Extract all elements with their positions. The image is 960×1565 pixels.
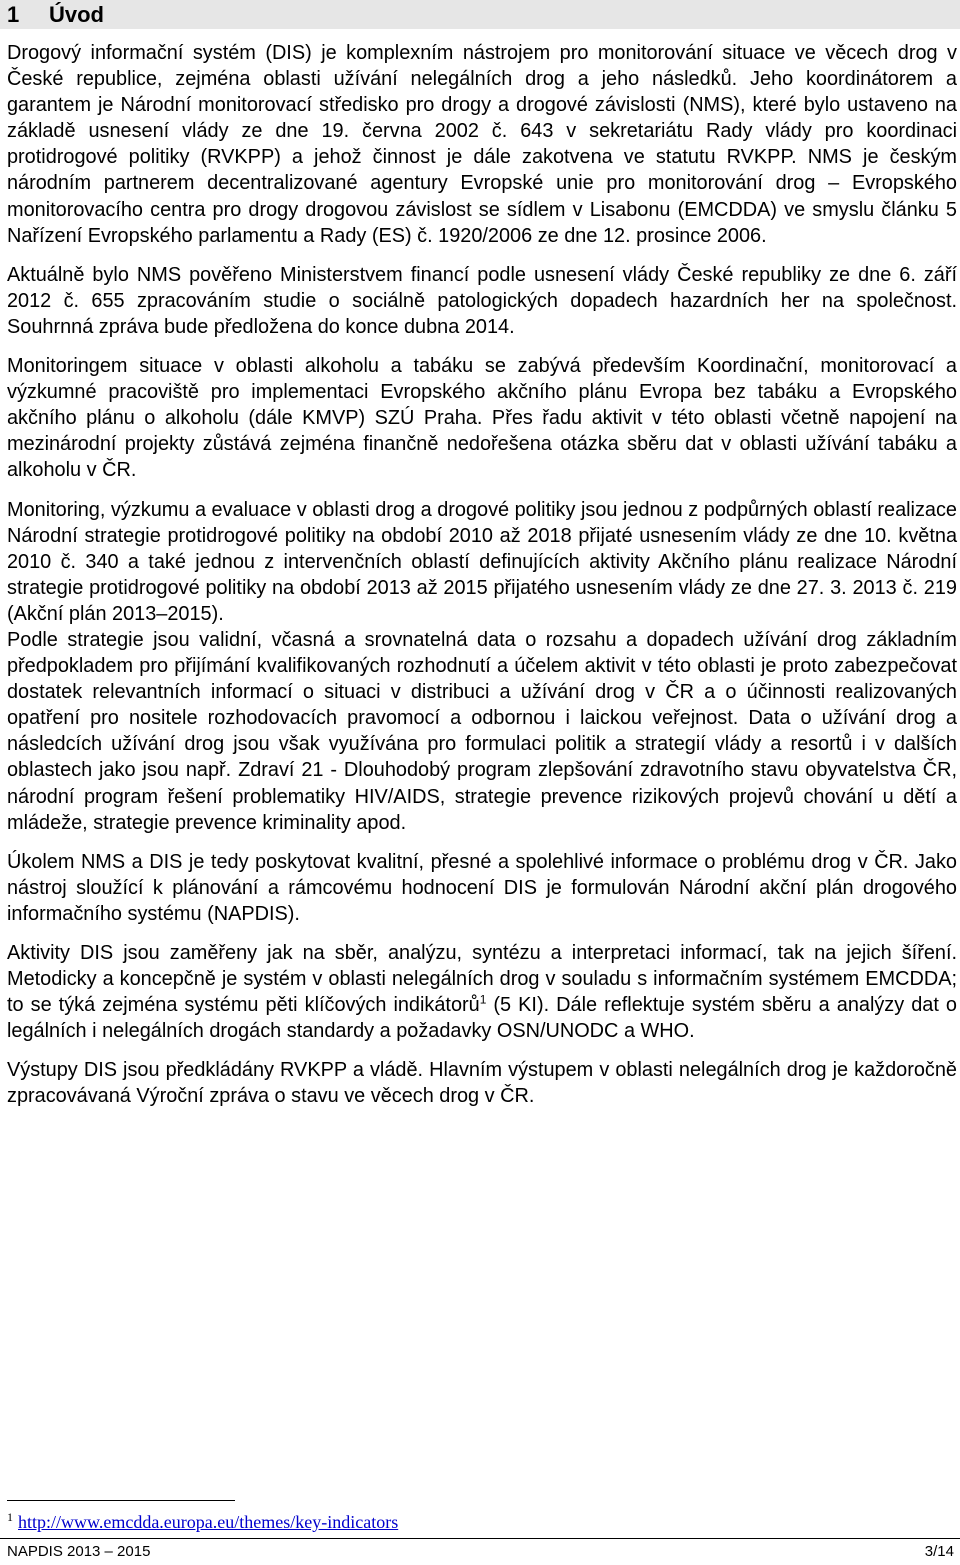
paragraph-gambling-study: Aktuálně bylo NMS pověřeno Ministerstvem financí podle usnesení vlády České republiky ze dne 6. září 2012 č. 655 zpracováním studie o sociálně patologických dopadech hazardních her na společnost. Souhrnná zpráva bude předložena do konce dubna 2014. [7,263,957,338]
footnote-separator [7,1500,235,1501]
section-title: Úvod [49,2,104,27]
paragraph-dis-outputs: Výstupy DIS jsou předkládány RVKPP a vládě. Hlavním výstupem v oblasti nelegálních drog je každoročně zpracovávaná Výroční zpráva o stavu ve věcech drog v ČR. [7,1059,957,1108]
footer-document-name: NAPDIS 2013 – 2015 [7,1543,151,1560]
section-number: 1 [7,2,20,27]
activities-text: Aktivity DIS jsou zaměřeny jak na sběr, analýzu, syntézu a interpretaci informací, tak na jejich šíření. Metodicky a koncepčně je systém v oblasti nelegálních drog v souladu s informačním systémem EMCDDA; to se týká zejména systému pěti klíčových indikátorů [7,942,957,1017]
paragraph-dis-intro: Drogový informační systém (DIS) je komplexním nástrojem pro monitorování situace ve věcech drog v České republice, zejména oblasti užívání nelegálních drog a jeho následků. Jeho koordinátorem a garantem je Národní monitorovací středisko pro drogy a drogové závislosti (NMS), které bylo ustaveno na základě usnesení vlády ze dne 19. června 2002 č. 643 v sekretariátu Rady vlády pro koordinaci protidrogové politiky (RVKPP) a jehož činnost je dále zakotvena ve statutu RVKPP. NMS je českým národním partnerem decentralizované agentury Evropské unie pro monitorování drog – Evropského monitorovacího centra pro drogy drogovou závislost se sídlem v Lisabonu (EMCDDA) ve smyslu článku 5 Nařízení Evropského parlamentu a Rady (ES) č. 1920/2006 ze dne 12. prosince 2006. [7,42,957,247]
body-text [7,40,957,1123]
paragraph-strategy-data: Podle strategie jsou validní, včasná a srovnatelná data o rozsahu a dopadech užívání drog základním předpokladem pro přijímání kvalifikovaných rozhodnutí a účelem aktivit v této oblasti je proto zabezpečovat dostatek relevantních informací o situaci v distribuci a užívání drog v ČR a o účinnosti realizovaných opatření pro nositele rozhodovacích pravomocí a odbornou i laickou veřejnost. Data o užívání drog a následcích užívání drog jsou však využívána pro formulaci politik a strategií vlády a resortů i v dalších oblastech jako jsou např. Zdraví 21 - Dlouhodobý program zlepšování zdravotního stavu obyvatelstva ČR, národní program řešení problematiky HIV/AIDS, strategie prevence rizikových projevů chování u dětí a mládeže, strategie prevence kriminality apod. [7,628,957,834]
footer-separator [0,1538,960,1539]
page-number: 3/14 [924,1543,954,1560]
footnote-link[interactable]: http://www.emcdda.europa.eu/themes/key-indicators [18,1512,399,1532]
paragraph-dis-activities [7,940,957,1044]
footnote [7,1512,398,1533]
paragraph-napdis: Úkolem NMS a DIS je tedy poskytovat kvalitní, přesné a spolehlivé informace o problému drog v ČR. Jako nástroj sloužící k plánování a rámcovému hodnocení DIS je formulován Národní akční plán drogového informačního systému (NAPDIS). [7,850,957,925]
activities-text-cont: (5 KI). Dále reflektuje systém sběru a analýzy dat o legálních i nelegálních drogách standardy a požadavky OSN/UNODC a WHO. [7,994,957,1043]
paragraph-alcohol-tobacco: Monitoringem situace v oblasti alkoholu a tabáku se zabývá především Koordinační, monitorovací a výzkumné pracoviště pro implementaci Evropského akčního plánu Evropa bez tabáku a Evropského akčního plánu o alkoholu (dále KMVP) SZÚ Praha. Přes řadu aktivit v této oblasti včetně napojení na mezinárodní projekty zůstává zejména finančně nedořešena otázka sběru dat v oblasti užívání tabáku a alkoholu v ČR. [7,355,957,482]
footnote-reference[interactable]: 1 [479,992,487,1007]
section-heading [0,0,960,29]
footnote-mark: 1 [7,1510,13,1524]
paragraph-monitoring-strategy: Monitoring, výzkumu a evaluace v oblasti drog a drogové politiky jsou jednou z podpůrných oblastí realizace Národní strategie protidrogové politiky na období 2010 až 2018 přijaté usnesením vlády ze dne 10. května 2010 č. 340 a také jednou z intervenčních oblastí definujících aktivity Akčního plánu realizace Národní strategie protidrogové politiky na období 2013 až 2015 přijatého usnesením vlády ze dne 27. 3. 2013 č. 219 (Akční plán 2013–2015). [7,498,957,625]
